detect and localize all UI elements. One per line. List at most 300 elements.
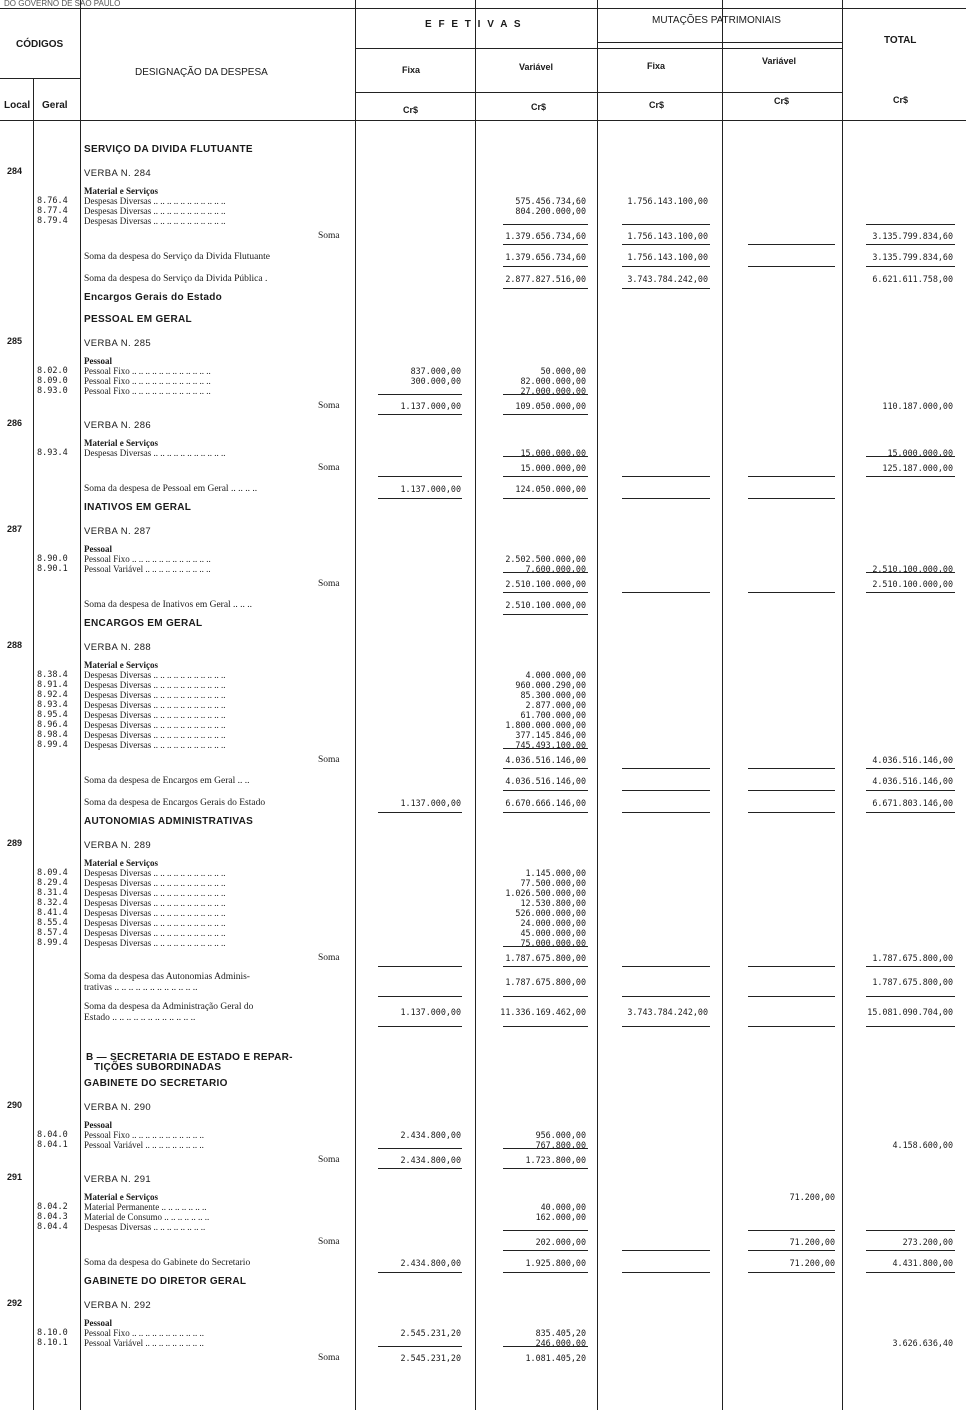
header-rule xyxy=(0,8,966,9)
expense-line: Despesas Diversas .. .. .. .. .. .. .. .. .. .. .. xyxy=(84,730,226,740)
amount-c2: 767.800,00 xyxy=(535,1140,586,1150)
sum-rule xyxy=(866,592,955,593)
subgroup-label: Material e Serviços xyxy=(84,1192,158,1202)
sum-rule xyxy=(622,244,710,245)
section-heading: GABINETE DO SECRETARIO xyxy=(84,1078,228,1089)
soma-despesa-label: Soma da despesa do Gabinete do Secretario xyxy=(84,1258,251,1268)
sum-rule xyxy=(748,476,835,477)
amount-c2: 2.877.000,00 xyxy=(525,700,586,710)
geral-code: 8.31.4 xyxy=(37,888,68,898)
column-rule xyxy=(475,0,476,1410)
amount-c2: 575.456.734,60 xyxy=(515,196,586,206)
expense-line: Despesas Diversas .. .. .. .. .. .. .. .. .. .. .. xyxy=(84,448,226,458)
soma-despesa-label: Soma da despesa do Serviço da Divida Pública . xyxy=(84,274,268,284)
sum-rule xyxy=(866,224,955,225)
amount-c2: 12.530.800,00 xyxy=(520,898,586,908)
sum-rule xyxy=(866,572,955,573)
sum-rule xyxy=(622,498,710,499)
total-header: TOTAL xyxy=(884,35,917,46)
sum-rule xyxy=(503,812,588,813)
amount-c5: 2.510.100.000,00 xyxy=(872,564,953,574)
sum-rule xyxy=(378,1026,462,1027)
sum-rule xyxy=(866,456,955,457)
amount-c2: 1.723.800,00 xyxy=(525,1155,586,1165)
sum-rule xyxy=(503,288,588,289)
currency-total: Cr$ xyxy=(893,95,909,105)
currency-efetivas-fixa: Cr$ xyxy=(403,105,419,115)
amount-c2: 40.000,00 xyxy=(540,1202,586,1212)
sum-rule xyxy=(748,266,835,267)
sum-rule xyxy=(622,476,710,477)
sum-rule xyxy=(866,1026,955,1027)
amount-c2: 2.510.100.000,00 xyxy=(505,579,586,589)
sum-rule xyxy=(866,266,955,267)
amount-c1: 2.545.231,20 xyxy=(400,1328,461,1338)
subgroup-label: Material e Serviços xyxy=(84,438,158,448)
amount-c1: 2.545.231,20 xyxy=(400,1353,461,1363)
amount-c1: 2.434.800,00 xyxy=(400,1155,461,1165)
sum-rule xyxy=(503,1230,588,1231)
amount-c2: 1.925.800,00 xyxy=(525,1258,586,1268)
column-rule xyxy=(355,0,356,1410)
sum-rule xyxy=(748,1272,835,1273)
mutacoes-header: MUTAÇÕES PATRIMONIAIS xyxy=(652,15,781,26)
amount-c4: 71.200,00 xyxy=(789,1258,835,1268)
currency-efetivas-variavel: Cr$ xyxy=(531,102,547,112)
sum-rule xyxy=(866,790,955,791)
subgroup-label: Pessoal xyxy=(84,1318,112,1328)
amount-c5: 15.081.090.704,00 xyxy=(867,1007,953,1017)
amount-c2: 124.050.000,00 xyxy=(515,484,586,494)
verba-label: VERBA N. 284 xyxy=(84,168,152,179)
expense-line: Material Permanente .. .. .. .. .. .. .. xyxy=(84,1202,207,1212)
header-rule xyxy=(0,78,80,79)
mutacoes-variavel-header: Variável xyxy=(762,56,797,66)
sum-rule xyxy=(503,1250,588,1251)
mutacoes-fixa-header: Fixa xyxy=(647,61,666,71)
sum-rule xyxy=(503,244,588,245)
sum-rule xyxy=(748,790,835,791)
sum-rule xyxy=(866,768,955,769)
header-rule xyxy=(355,92,842,93)
local-code: 284 xyxy=(7,166,23,176)
amount-c5: 1.787.675.800,00 xyxy=(872,977,953,987)
column-rule xyxy=(597,0,598,1410)
amount-c2: 11.336.169.462,00 xyxy=(500,1007,586,1017)
sum-rule xyxy=(622,1250,710,1251)
sum-rule xyxy=(503,498,588,499)
amount-c1: 1.137.000,00 xyxy=(400,1007,461,1017)
expense-line: Pessoal Fixo .. .. .. .. .. .. .. .. .. .. .. xyxy=(84,1328,205,1338)
amount-c2: 24.000.000,00 xyxy=(520,918,586,928)
sum-rule xyxy=(378,394,462,395)
sum-rule xyxy=(866,966,955,967)
geral-code: 8.90.0 xyxy=(37,554,68,564)
sum-rule xyxy=(866,1230,955,1231)
amount-c2: 27.000.000,00 xyxy=(520,386,586,396)
amount-c2: 2.510.100.000,00 xyxy=(505,600,586,610)
section-heading: AUTONOMIAS ADMINISTRATIVAS xyxy=(84,816,254,827)
header-rule xyxy=(597,42,842,43)
sum-rule xyxy=(378,414,462,415)
amount-c1: 1.137.000,00 xyxy=(400,401,461,411)
expense-line: Despesas Diversas .. .. .. .. .. .. .. .. .. .. .. xyxy=(84,868,226,878)
subgroup-label: Material e Serviços xyxy=(84,858,158,868)
amount-c2: 15.000.000,00 xyxy=(520,448,586,458)
soma-label: Soma xyxy=(318,231,340,241)
codigos-header: CÓDIGOS xyxy=(16,39,64,50)
amount-c2: 75.000.000,00 xyxy=(520,938,586,948)
sum-rule xyxy=(622,266,710,267)
expense-line: Material de Consumo .. .. .. .. .. .. .. xyxy=(84,1212,210,1222)
amount-c2: 4.036.516.146,00 xyxy=(505,755,586,765)
amount-c3: 3.743.784.242,00 xyxy=(627,1007,708,1017)
soma-despesa-label: Soma da despesa do Serviço da Divida Flutuante xyxy=(84,252,271,262)
sum-rule xyxy=(748,768,835,769)
amount-c2: 50.000,00 xyxy=(540,366,586,376)
column-rule xyxy=(33,78,34,1410)
local-code: 290 xyxy=(7,1100,23,1110)
expense-line: Pessoal Fixo .. .. .. .. .. .. .. .. .. .. .. .. xyxy=(84,386,211,396)
sum-rule xyxy=(748,244,835,245)
section-heading: SERVIÇO DA DIVIDA FLUTUANTE xyxy=(84,144,253,155)
designacao-header: DESIGNAÇÃO DA DESPESA xyxy=(135,67,268,78)
section-heading: PESSOAL EM GERAL xyxy=(84,314,192,325)
sum-rule xyxy=(622,1272,710,1273)
sum-rule xyxy=(378,996,462,997)
sum-rule xyxy=(503,996,588,997)
expense-line: Despesas Diversas .. .. .. .. .. .. .. .. .. .. .. xyxy=(84,888,226,898)
expense-line: Pessoal Fixo .. .. .. .. .. .. .. .. .. .. .. xyxy=(84,1130,205,1140)
amount-c5: 273.200,00 xyxy=(902,1237,953,1247)
soma-despesa-label: Soma da despesa de Encargos em Geral .. .. xyxy=(84,776,250,786)
sum-rule xyxy=(748,996,835,997)
verba-label: VERBA N. 285 xyxy=(84,338,152,349)
amount-c5: 110.187.000,00 xyxy=(882,401,953,411)
top-fragment: DO GOVERNO DE SÃO PAULO xyxy=(4,0,121,8)
soma-label: Soma xyxy=(318,579,340,589)
amount-c5: 3.626.636,40 xyxy=(892,1338,953,1348)
amount-c3: 1.756.143.100,00 xyxy=(627,196,708,206)
sum-rule xyxy=(503,456,588,457)
expense-line: Despesas Diversas .. .. .. .. .. .. .. .. .. .. .. xyxy=(84,918,226,928)
geral-code: 8.09.0 xyxy=(37,376,68,386)
sum-rule xyxy=(622,1026,710,1027)
amount-c5: 6.621.611.758,00 xyxy=(872,274,953,284)
amount-c2: 1.379.656.734,60 xyxy=(505,252,586,262)
amount-c2: 1.787.675.800,00 xyxy=(505,977,586,987)
soma-label: Soma xyxy=(318,953,340,963)
amount-c2: 6.670.666.146,00 xyxy=(505,798,586,808)
local-code: 289 xyxy=(7,838,23,848)
geral-code: 8.38.4 xyxy=(37,670,68,680)
verba-label: VERBA N. 288 xyxy=(84,642,152,653)
sum-rule xyxy=(503,572,588,573)
subgroup-label: Pessoal xyxy=(84,1120,112,1130)
sum-rule xyxy=(378,966,462,967)
soma-label: Soma xyxy=(318,401,340,411)
sum-rule xyxy=(503,966,588,967)
local-code: 291 xyxy=(7,1172,23,1182)
expense-line: Despesas Diversas .. .. .. .. .. .. .. .. .. .. .. xyxy=(84,216,226,226)
sum-rule xyxy=(622,768,710,769)
sum-rule xyxy=(622,790,710,791)
sum-rule xyxy=(622,288,710,289)
amount-c2: 1.026.500.000,00 xyxy=(505,888,586,898)
soma-label: Soma xyxy=(318,1353,340,1363)
sum-rule xyxy=(503,790,588,791)
amount-c2: 1.787.675.800,00 xyxy=(505,953,586,963)
sum-rule xyxy=(503,1168,588,1169)
soma-despesa-label-cont: Estado .. .. .. .. .. .. .. .. .. .. .. .. xyxy=(84,1013,196,1023)
sum-rule xyxy=(378,476,462,477)
geral-code: 8.99.4 xyxy=(37,740,68,750)
expense-line: Despesas Diversas .. .. .. .. .. .. .. .. .. .. .. xyxy=(84,928,226,938)
amount-c5: 4.158.600,00 xyxy=(892,1140,953,1150)
sum-rule xyxy=(622,996,710,997)
amount-c2: 377.145.846,00 xyxy=(515,730,586,740)
expense-line: Despesas Diversas .. .. .. .. .. .. .. .. .. .. .. xyxy=(84,938,226,948)
sum-rule xyxy=(378,1168,462,1169)
geral-code: 8.32.4 xyxy=(37,898,68,908)
expense-line: Despesas Diversas .. .. .. .. .. .. .. .. .. .. .. xyxy=(84,680,226,690)
verba-label: VERBA N. 291 xyxy=(84,1174,152,1185)
geral-code: 8.04.4 xyxy=(37,1222,68,1232)
geral-code: 8.96.4 xyxy=(37,720,68,730)
geral-code: 8.04.3 xyxy=(37,1212,68,1222)
local-header: Local xyxy=(4,100,31,111)
column-rule xyxy=(80,0,81,1410)
local-code: 287 xyxy=(7,524,23,534)
amount-c2: 4.000.000,00 xyxy=(525,670,586,680)
amount-c1: 1.137.000,00 xyxy=(400,798,461,808)
amount-c5: 2.510.100.000,00 xyxy=(872,579,953,589)
soma-despesa-label: Soma da despesa de Inativos em Geral .. .. .. xyxy=(84,600,253,610)
amount-c5: 15.000.000,00 xyxy=(887,448,953,458)
sum-rule xyxy=(748,812,835,813)
section-heading: ENCARGOS EM GERAL xyxy=(84,618,203,629)
verba-label: VERBA N. 287 xyxy=(84,526,152,537)
amount-c4: 71.200,00 xyxy=(789,1192,835,1202)
verba-label: VERBA N. 286 xyxy=(84,420,152,431)
efetivas-fixa-header: Fixa xyxy=(402,65,421,75)
amount-c2: 2.877.827.516,00 xyxy=(505,274,586,284)
sum-rule xyxy=(503,266,588,267)
section-heading: B — SECRETARIA DE ESTADO E REPAR- xyxy=(86,1052,293,1063)
expense-line: Despesas Diversas .. .. .. .. .. .. .. .. .. .. .. xyxy=(84,898,226,908)
sum-rule xyxy=(503,1148,588,1149)
sum-rule xyxy=(622,592,710,593)
expense-line: Pessoal Fixo .. .. .. .. .. .. .. .. .. .. .. .. xyxy=(84,366,211,376)
geral-code: 8.10.1 xyxy=(37,1338,68,1348)
amount-c2: 109.050.000,00 xyxy=(515,401,586,411)
amount-c2: 835.405,20 xyxy=(535,1328,586,1338)
geral-code: 8.57.4 xyxy=(37,928,68,938)
geral-code: 8.29.4 xyxy=(37,878,68,888)
amount-c5: 125.187.000,00 xyxy=(882,463,953,473)
subgroup-label: Material e Serviços xyxy=(84,660,158,670)
expense-line: Despesas Diversas .. .. .. .. .. .. .. .. .. .. .. xyxy=(84,206,226,216)
subgroup-label: Material e Serviços xyxy=(84,186,158,196)
geral-code: 8.93.0 xyxy=(37,386,68,396)
section-heading: INATIVOS EM GERAL xyxy=(84,502,192,513)
amount-c3: 1.756.143.100,00 xyxy=(627,252,708,262)
verba-label: VERBA N. 292 xyxy=(84,1300,152,1311)
amount-c2: 15.000.000,00 xyxy=(520,463,586,473)
sum-rule xyxy=(503,1346,588,1347)
soma-label: Soma xyxy=(318,1237,340,1247)
sum-rule xyxy=(378,1346,462,1347)
amount-c2: 2.502.500.000,00 xyxy=(505,554,586,564)
amount-c3: 3.743.784.242,00 xyxy=(627,274,708,284)
sum-rule xyxy=(622,966,710,967)
expense-line: Pessoal Variável .. .. .. .. .. .. .. .. .. xyxy=(84,1140,204,1150)
amount-c5: 3.135.799.834,60 xyxy=(872,231,953,241)
sum-rule xyxy=(866,244,955,245)
geral-code: 8.10.0 xyxy=(37,1328,68,1338)
header-rule xyxy=(355,48,842,49)
expense-line: Despesas Diversas .. .. .. .. .. .. .. .. .. .. .. xyxy=(84,740,226,750)
sum-rule xyxy=(503,394,588,395)
subgroup-label: Pessoal xyxy=(84,544,112,554)
section-heading-cont: TIÇÕES SUBORDINADAS xyxy=(94,1062,222,1073)
soma-despesa-label: Soma da despesa de Encargos Gerais do Estado xyxy=(84,798,266,808)
soma-label: Soma xyxy=(318,755,340,765)
geral-code: 8.98.4 xyxy=(37,730,68,740)
geral-code: 8.90.1 xyxy=(37,564,68,574)
header-rule xyxy=(0,120,966,121)
currency-mutacoes-fixa: Cr$ xyxy=(649,100,665,110)
soma-despesa-label: Soma da despesa da Administração Geral do xyxy=(84,1002,254,1012)
sum-rule xyxy=(378,812,462,813)
section-heading: Encargos Gerais do Estado xyxy=(84,292,223,303)
sum-rule xyxy=(748,498,835,499)
sum-rule xyxy=(503,748,588,749)
sum-rule xyxy=(503,476,588,477)
expense-line: Despesas Diversas .. .. .. .. .. .. .. .. .. .. .. xyxy=(84,878,226,888)
amount-c2: 1.081.405,20 xyxy=(525,1353,586,1363)
sum-rule xyxy=(866,476,955,477)
geral-code: 8.02.0 xyxy=(37,366,68,376)
amount-c2: 745.493.100,00 xyxy=(515,740,586,750)
expense-line: Despesas Diversas .. .. .. .. .. .. .. .. .. .. .. xyxy=(84,720,226,730)
local-code: 286 xyxy=(7,418,23,428)
efetivas-header: E F E T I V A S xyxy=(425,19,523,30)
amount-c2: 202.000,00 xyxy=(535,1237,586,1247)
amount-c2: 162.000,00 xyxy=(535,1212,586,1222)
amount-c5: 1.787.675.800,00 xyxy=(872,953,953,963)
geral-code: 8.91.4 xyxy=(37,680,68,690)
sum-rule xyxy=(866,1272,955,1273)
sum-rule xyxy=(622,812,710,813)
geral-code: 8.92.4 xyxy=(37,690,68,700)
local-code: 292 xyxy=(7,1298,23,1308)
soma-label: Soma xyxy=(318,463,340,473)
geral-code: 8.04.0 xyxy=(37,1130,68,1140)
amount-c2: 804.200.000,00 xyxy=(515,206,586,216)
sum-rule xyxy=(503,592,588,593)
geral-code: 8.93.4 xyxy=(37,448,68,458)
sum-rule xyxy=(503,224,588,225)
amount-c2: 4.036.516.146,00 xyxy=(505,776,586,786)
sum-rule xyxy=(503,768,588,769)
soma-label: Soma xyxy=(318,1155,340,1165)
amount-c2: 61.700.000,00 xyxy=(520,710,586,720)
amount-c2: 956.000,00 xyxy=(535,1130,586,1140)
amount-c5: 3.135.799.834,60 xyxy=(872,252,953,262)
geral-code: 8.77.4 xyxy=(37,206,68,216)
sum-rule xyxy=(748,1026,835,1027)
sum-rule xyxy=(866,1250,955,1251)
geral-code: 8.41.4 xyxy=(37,908,68,918)
amount-c2: 82.000.000,00 xyxy=(520,376,586,386)
amount-c5: 4.431.800,00 xyxy=(892,1258,953,1268)
amount-c2: 1.145.000,00 xyxy=(525,868,586,878)
geral-code: 8.95.4 xyxy=(37,710,68,720)
verba-label: VERBA N. 289 xyxy=(84,840,152,851)
geral-code: 8.09.4 xyxy=(37,868,68,878)
amount-c2: 246.000,00 xyxy=(535,1338,586,1348)
geral-code: 8.93.4 xyxy=(37,700,68,710)
amount-c2: 85.300.000,00 xyxy=(520,690,586,700)
subgroup-label: Pessoal xyxy=(84,356,112,366)
amount-c2: 526.000.000,00 xyxy=(515,908,586,918)
geral-code: 8.04.2 xyxy=(37,1202,68,1212)
sum-rule xyxy=(503,1272,588,1273)
sum-rule xyxy=(503,1026,588,1027)
amount-c2: 960.000.290,00 xyxy=(515,680,586,690)
expense-line: Despesas Diversas .. .. .. .. .. .. .. .. xyxy=(84,1222,206,1232)
sum-rule xyxy=(503,614,588,615)
soma-despesa-label-cont: trativas .. .. .. .. .. .. .. .. .. .. .. .. xyxy=(84,983,198,993)
sum-rule xyxy=(748,1250,835,1251)
amount-c1: 1.137.000,00 xyxy=(400,484,461,494)
geral-code: 8.04.1 xyxy=(37,1140,68,1150)
expense-line: Despesas Diversas .. .. .. .. .. .. .. .. .. .. .. xyxy=(84,908,226,918)
amount-c4: 71.200,00 xyxy=(789,1237,835,1247)
efetivas-variavel-header: Variável xyxy=(519,62,554,72)
expense-line: Despesas Diversas .. .. .. .. .. .. .. .. .. .. .. xyxy=(84,670,226,680)
amount-c5: 4.036.516.146,00 xyxy=(872,755,953,765)
amount-c2: 1.379.656.734,60 xyxy=(505,231,586,241)
amount-c2: 7.600.000,00 xyxy=(525,564,586,574)
expense-line: Pessoal Fixo .. .. .. .. .. .. .. .. .. .. .. .. xyxy=(84,554,211,564)
expense-line: Despesas Diversas .. .. .. .. .. .. .. .. .. .. .. xyxy=(84,196,226,206)
column-rule xyxy=(722,0,723,1410)
sum-rule xyxy=(748,1230,835,1231)
geral-code: 8.79.4 xyxy=(37,216,68,226)
sum-rule xyxy=(866,996,955,997)
amount-c3: 1.756.143.100,00 xyxy=(627,231,708,241)
geral-code: 8.99.4 xyxy=(37,938,68,948)
amount-c5: 6.671.803.146,00 xyxy=(872,798,953,808)
section-heading: GABINETE DO DIRETOR GERAL xyxy=(84,1276,247,1287)
geral-code: 8.76.4 xyxy=(37,196,68,206)
soma-despesa-label: Soma da despesa de Pessoal em Geral .. .. .. .. xyxy=(84,484,258,494)
local-code: 288 xyxy=(7,640,23,650)
sum-rule xyxy=(622,224,710,225)
sum-rule xyxy=(503,414,588,415)
sum-rule xyxy=(378,1148,462,1149)
local-code: 285 xyxy=(7,336,23,346)
currency-mutacoes-variavel: Cr$ xyxy=(774,96,790,106)
sum-rule xyxy=(748,592,835,593)
sum-rule xyxy=(378,498,462,499)
expense-line: Despesas Diversas .. .. .. .. .. .. .. .. .. .. .. xyxy=(84,710,226,720)
amount-c1: 2.434.800,00 xyxy=(400,1130,461,1140)
soma-despesa-label: Soma da despesa das Autonomias Adminis- xyxy=(84,972,250,982)
sum-rule xyxy=(503,946,588,947)
